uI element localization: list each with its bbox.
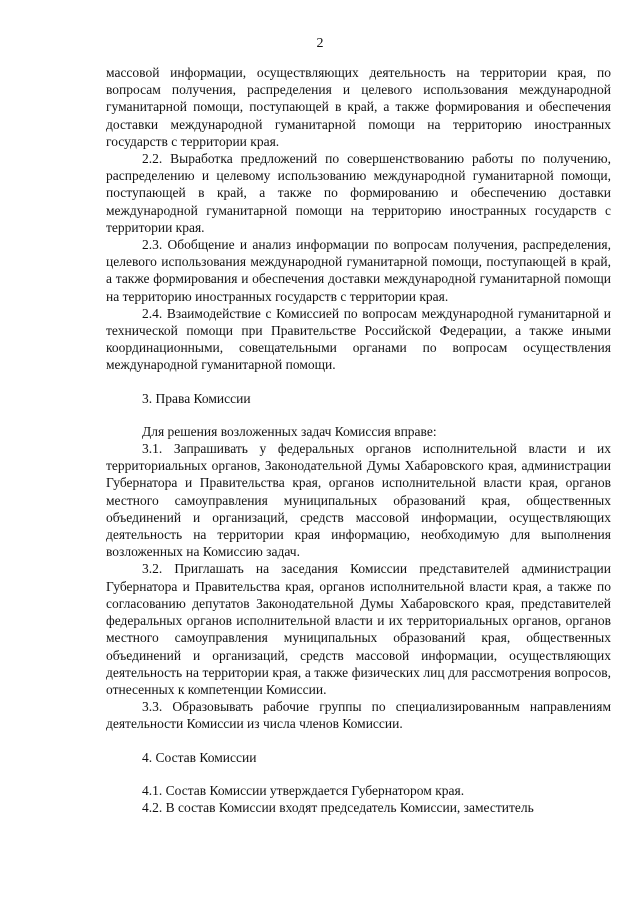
section-heading-3: 3. Права Комиссии [142, 390, 251, 406]
paragraph-3-3: 3.3. Образовывать рабочие группы по специализированным направлениям деятельности Комиссии из числа членов Комиссии. [106, 699, 611, 732]
page-number: 2 [316, 36, 324, 51]
paragraph-3-2: 3.2. Приглашать на заседания Комиссии представителей администрации Губернатора и Правительства края, органов исполнительной власти края, а также по согласованию депутатов Законодательной Думы Хабаровского края, представителей федеральных органов исполнительной власти и их территориальных органов, органов местного самоуправления муниципальных образований края, общественных объединений и организаций, средств массовой информации, осуществляющих деятельность на территории края, а также физических лиц для рассмотрения вопросов, отнесенных к компетенции Комиссии. [106, 561, 611, 697]
paragraph-3-intro: Для решения возложенных задач Комиссия вправе: [142, 423, 437, 439]
document-body [106, 64, 611, 816]
paragraph-2-2: 2.2. Выработка предложений по совершенствованию работы по получению, распределению и целевому использованию международной гуманитарной помощи, поступающей в край, а также по формированию и обеспечению доставки международной гуманитарной помощи на территорию иностранных государств с территории края. [106, 151, 611, 235]
paragraph-4-1: 4.1. Состав Комиссии утверждается Губернатором края. [142, 782, 465, 798]
paragraph-4-2: 4.2. В состав Комиссии входят председатель Комиссии, заместитель [142, 799, 534, 815]
paragraph-3-1: 3.1. Запрашивать у федеральных органов исполнительной власти и их территориальных органов, Законодательной Думы Хабаровского края, администрации Губернатора и Правительства края, органов исполнительной власти края, органов местного самоуправления муниципальных образований края, общественных объединений и организаций, средств массовой информации, осуществляющих деятельность на территории края информацию, необходимую для выполнения возложенных на Комиссию задач. [106, 441, 611, 560]
section-heading-4: 4. Состав Комиссии [142, 749, 257, 765]
paragraph-continued: массовой информации, осуществляющих деятельность на территории края, по вопросам получения, распределения и целевого использования международной гуманитарной помощи, поступающей в край, а также формирования и обеспечения доставки международной гуманитарной помощи на территорию иностранных государств с территории края. [106, 65, 611, 149]
paragraph-2-3: 2.3. Обобщение и анализ информации по вопросам получения, распределения, целевого использования международной гуманитарной помощи, поступающей в край, а также формирования и обеспечения доставки международной гуманитарной помощи на территорию иностранных государств с территории края. [106, 237, 611, 304]
paragraph-2-4: 2.4. Взаимодействие с Комиссией по вопросам международной гуманитарной и технической помощи при Правительстве Российской Федерации, а также иными координационными, совещательными органами по вопросам осуществления международной гуманитарной помощи. [106, 305, 611, 373]
